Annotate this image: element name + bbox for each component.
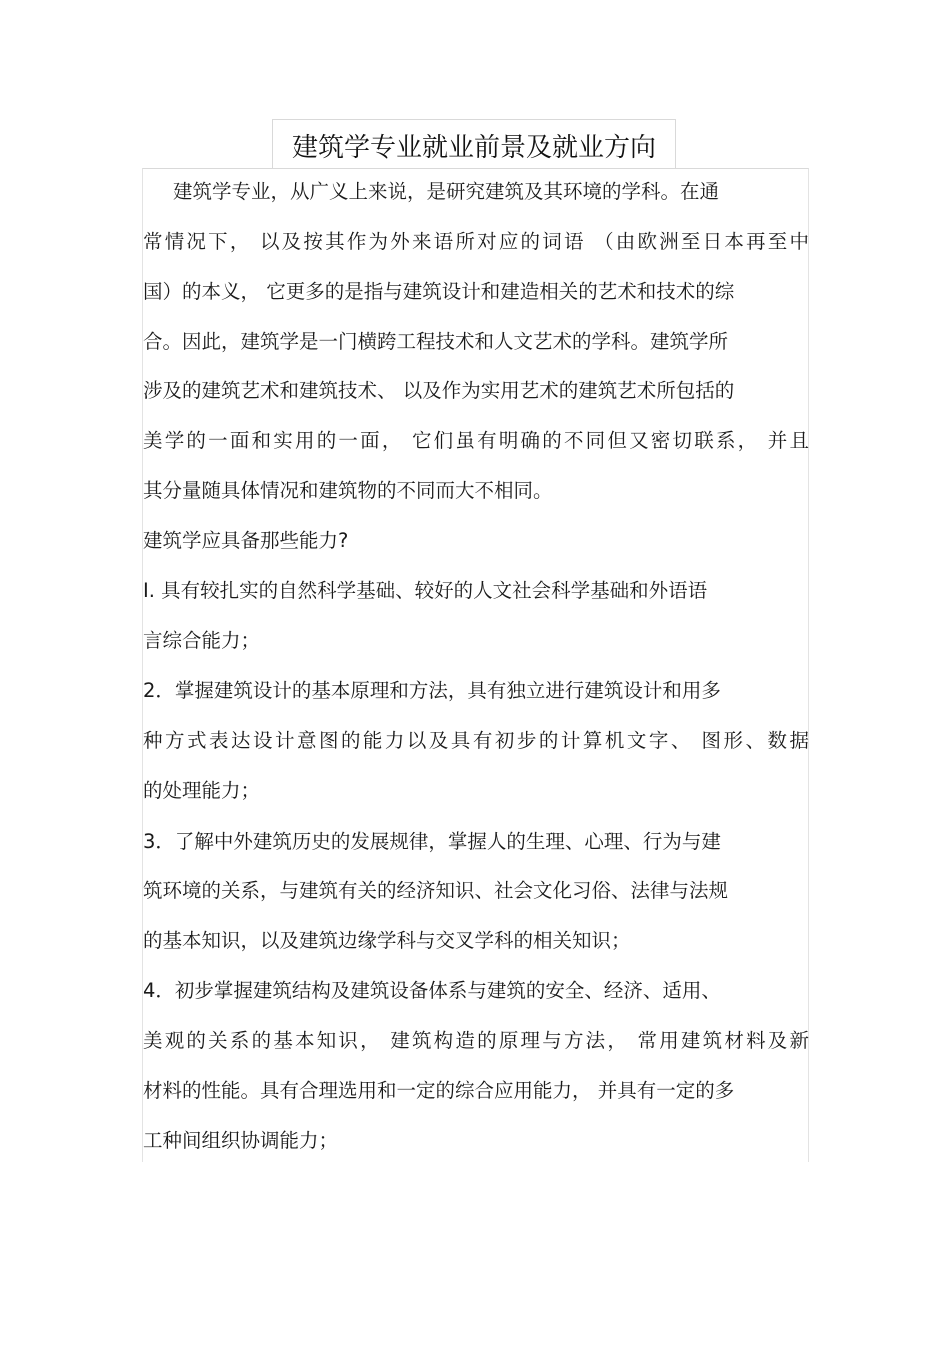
paragraph-line: 美学的一面和实用的一面， 它们虽有明确的不同但又密切联系， 并且 xyxy=(143,429,809,452)
paragraph-line: 合。因此，建筑学是一门横跨工程技术和人文艺术的学科。建筑学所 xyxy=(143,330,729,353)
paragraph-line: 其分量随具体情况和建筑物的不同而大不相同。 xyxy=(143,479,553,502)
section-heading: 建筑学应具备那些能力? xyxy=(143,529,349,552)
list-item-line: 的处理能力； xyxy=(143,779,261,802)
paragraph-line: 国）的本义， 它更多的是指与建筑设计和建造相关的艺术和技术的综 xyxy=(143,280,735,303)
list-item-line: 工种间组织协调能力； xyxy=(143,1129,339,1152)
list-item-line: I. 具有较扎实的自然科学基础、较好的人文社会科学基础和外语语 xyxy=(143,579,708,602)
paragraph-line: 涉及的建筑艺术和建筑技术、 以及作为实用艺术的建筑艺术所包括的 xyxy=(143,379,735,402)
document-title: 建筑学专业就业前景及就业方向 xyxy=(291,133,656,163)
list-item-line: 言综合能力； xyxy=(143,629,261,652)
list-item-line: 材料的性能。具有合理选用和一定的综合应用能力， 并具有一定的多 xyxy=(143,1079,735,1102)
paragraph-line: 常情况下， 以及按其作为外来语所对应的词语 （由欧洲至日本再至中 xyxy=(143,230,809,253)
list-item-line: 3．了解中外建筑历史的发展规律，掌握人的生理、心理、行为与建 xyxy=(143,830,721,853)
content-frame xyxy=(142,168,809,1162)
list-item-line: 筑环境的关系，与建筑有关的经济知识、社会文化习俗、法律与法规 xyxy=(143,879,729,902)
list-item-line: 2．掌握建筑设计的基本原理和方法，具有独立进行建筑设计和用多 xyxy=(143,679,721,702)
list-item-line: 4．初步掌握建筑结构及建筑设备体系与建筑的安全、经济、适用、 xyxy=(143,979,721,1002)
list-item-line: 种方式表达设计意图的能力以及具有初步的计算机文字、 图形、数据 xyxy=(143,729,809,752)
paragraph-line: 建筑学专业，从广义上来说，是研究建筑及其环境的学科。在通 xyxy=(173,180,720,203)
list-item-line: 美观的关系的基本知识， 建筑构造的原理与方法， 常用建筑材料及新 xyxy=(143,1029,809,1052)
title-box xyxy=(272,119,676,169)
list-item-line: 的基本知识，以及建筑边缘学科与交叉学科的相关知识； xyxy=(143,929,631,952)
